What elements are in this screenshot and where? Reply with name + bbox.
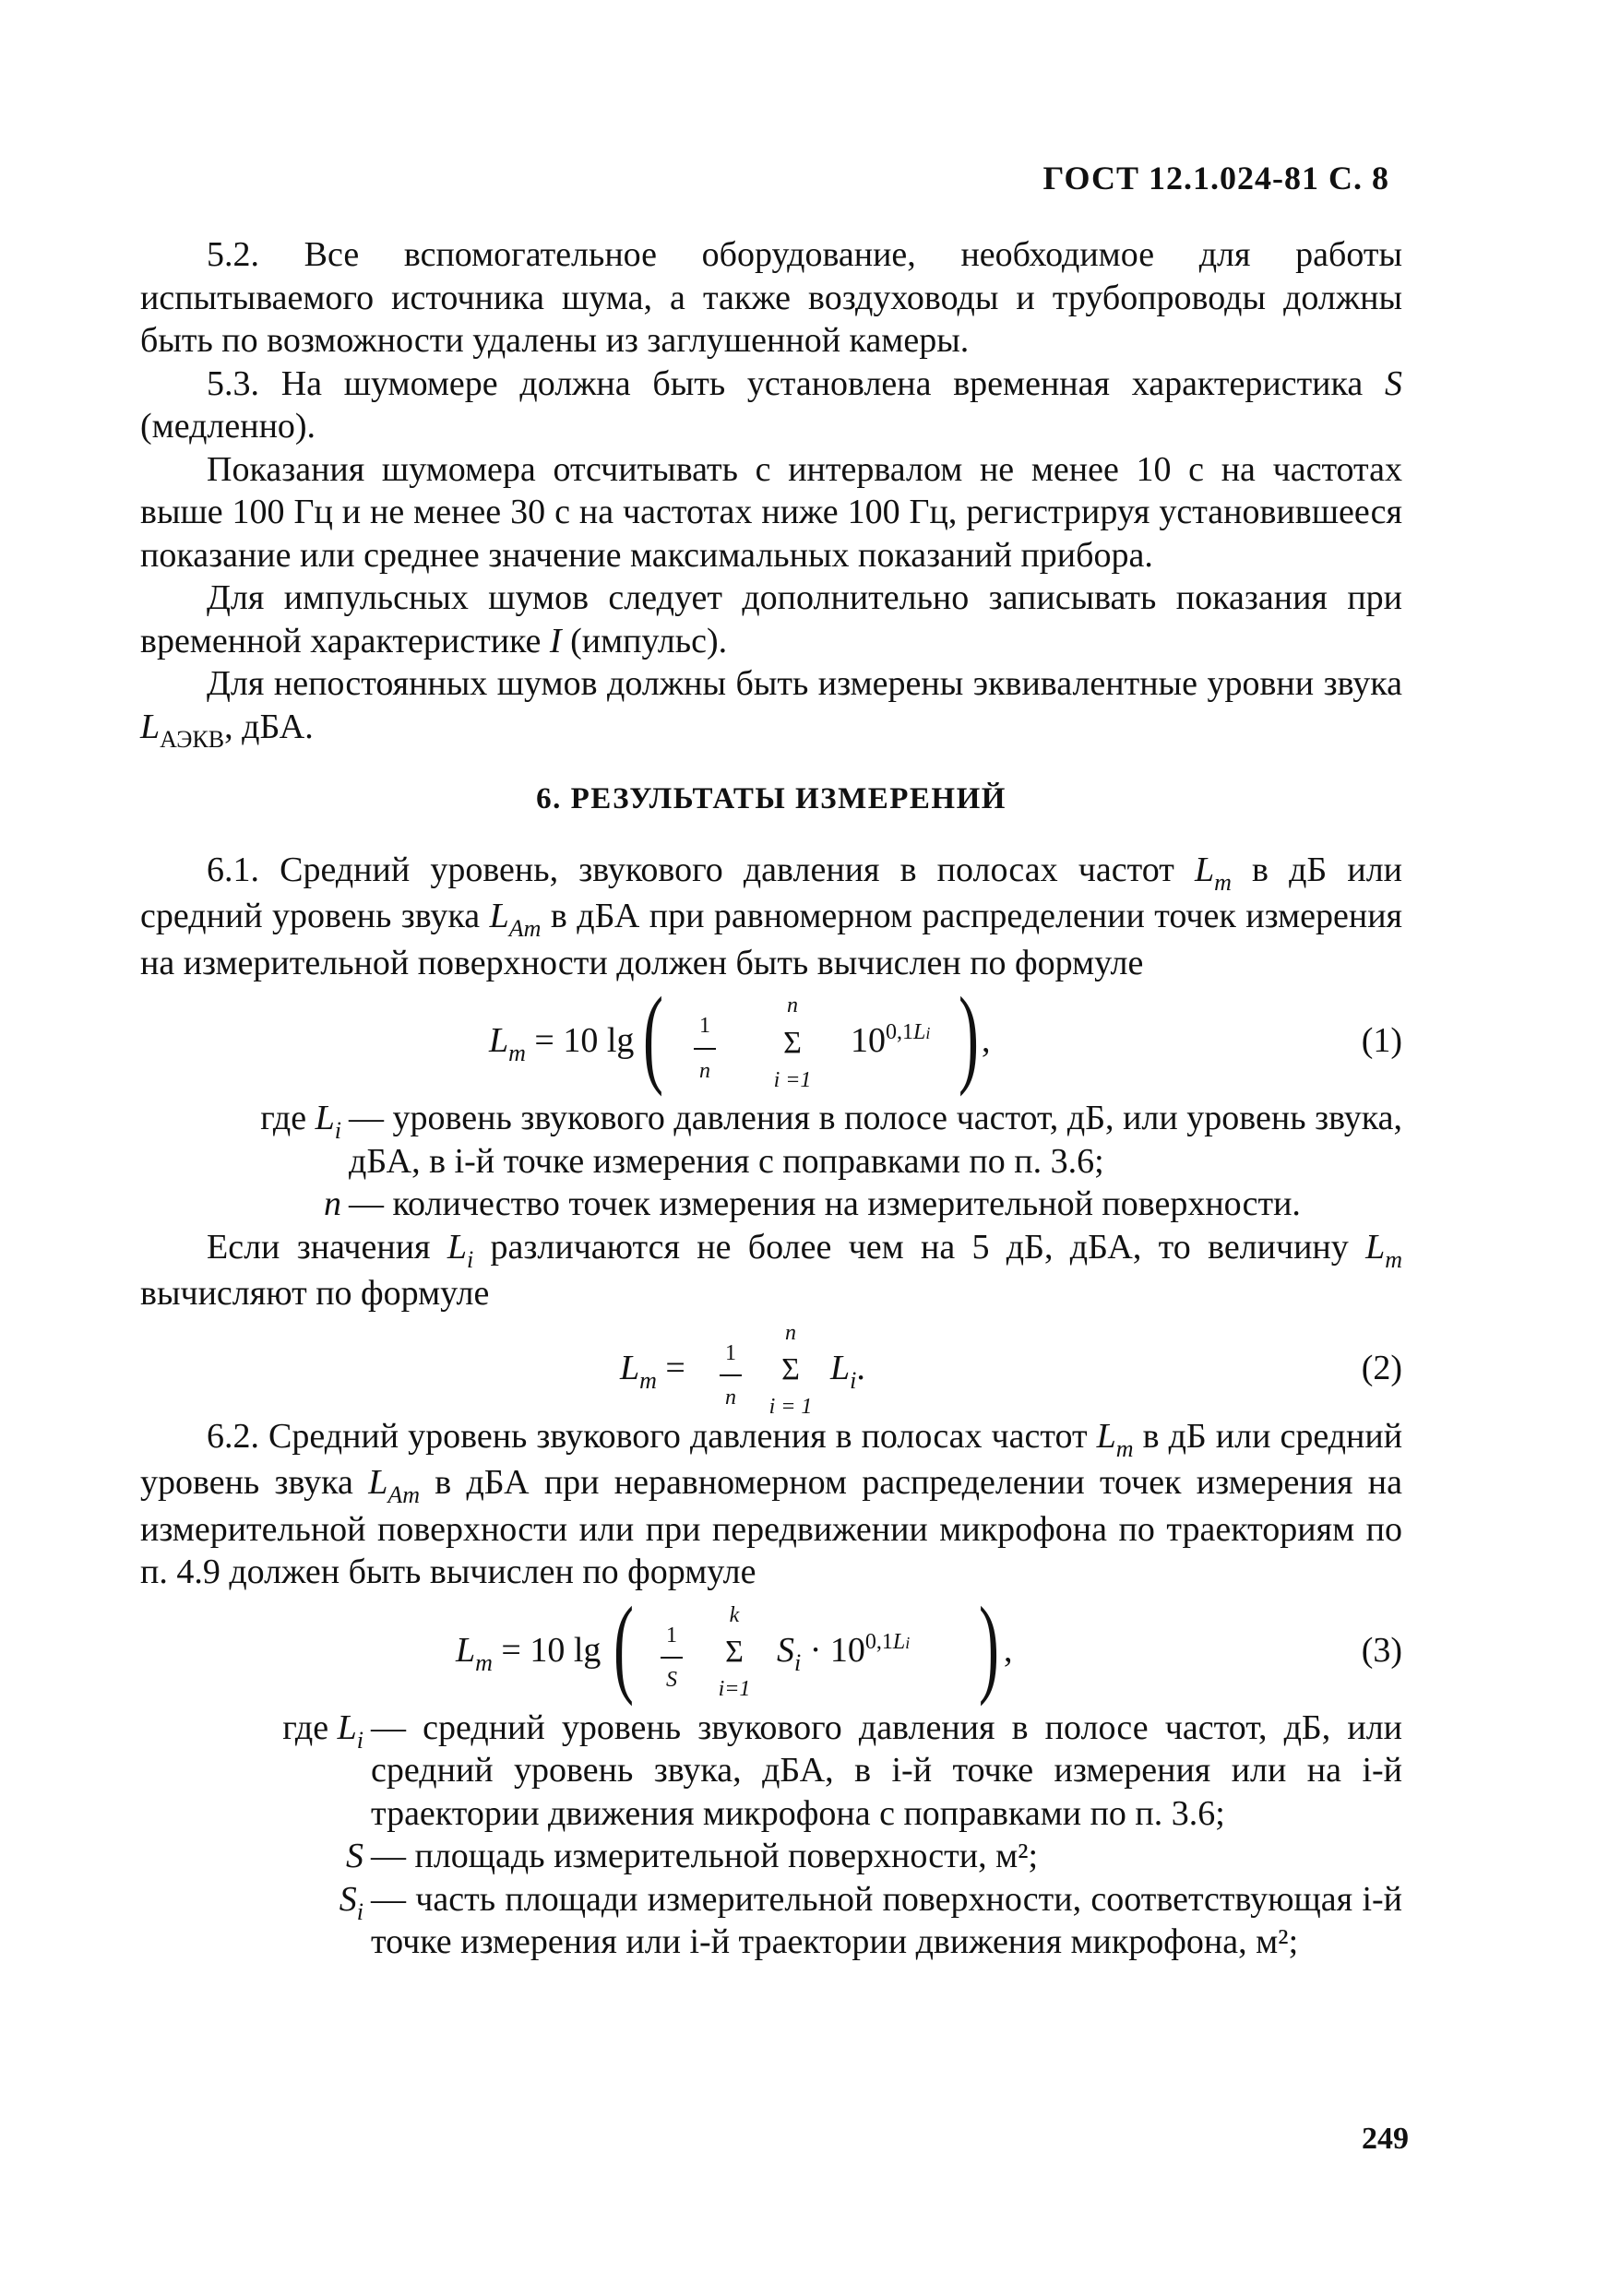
page-header	[1043, 159, 1389, 197]
paragraph-5-2: 5.2. Все вспомогательное оборудование, необходимое для работы испытываемого источника шума, а также воздуховоды и трубопроводы должны быть по возможности удалены из заглушенной камеры.	[140, 235, 1402, 360]
definitions-2	[140, 1707, 1402, 1964]
paragraph-5-3: 5.3. На шумомере должна быть установлена временная характеристика S (медленно).	[140, 363, 1402, 446]
formula-3: $L_m = 10$ lg ( $\frac{1}{S}$ k Σ i=1 $S_i \cdot 10^{0,1Li}$ ) , (3)	[456, 1583, 1402, 1707]
paragraph-if-values: Если значения $L_i$ различаются не более чем на 5 дБ, дБА, то величину $L_m$ вычисляют по формуле	[140, 1227, 1402, 1313]
formula-2: $L_m$ = $\frac{1}{n}$ n Σ i = 1 $L_i$. (2)	[620, 1320, 1402, 1419]
definition-si: $S_i$ — часть площади измерительной поверхности, соответствующая i-й точке измерения или i-й траектории движения микрофона, м²;	[339, 1879, 1402, 1961]
formula-1: $L_m = 10$ lg ( $\frac{1}{n}$ n Σ i =1 $10^{0,1Li}$ ) , (1)	[489, 974, 1402, 1097]
definition-li: где $L_i$ — уровень звукового давления в полосе частот, дБ, или уровень звука, дБА, в i-й точке измерения с поправками по п. 3.6;	[260, 1099, 1402, 1181]
definition-li-2: где $L_i$ — средний уровень звукового давления в полосе частот, дБ, или средний уровень звука, дБА, в i-й точке измерения или на i-й траектории движения микрофона с поправками по п. 3.6;	[282, 1707, 1402, 1833]
definition-s: S — площадь измерительной поверхности, м²;	[346, 1837, 1039, 1875]
paragraph-nonconstant: Для непостоянных шумов должны быть измерены эквивалентные уровни звука $L_{АЭКВ}$, дБА.	[140, 664, 1402, 753]
equation-number-1: (1)	[1361, 1021, 1402, 1060]
definitions-1	[140, 1097, 1402, 1226]
page-label: С. 8	[1328, 160, 1389, 196]
paragraph-impulse: Для импульсных шумов следует дополнительно записывать показания при временной характеристике I (импульс).	[140, 578, 1402, 660]
equation-number-3: (3)	[1361, 1630, 1402, 1670]
page-number: 249	[1362, 2122, 1409, 2156]
paragraph-6-1: 6.1. Средний уровень, звукового давления в полосах частот $L_m$ в дБ или средний уровень звука $L_{Am}$ в дБА при равномерном распределении точек измерения на измерительной поверхности должен быть вычислен по формуле	[140, 850, 1403, 982]
paragraph-readings: Показания шумомера отсчитывать с интервалом не менее 10 с на частотах выше 100 Гц и не менее 30 с на частотах ниже 100 Гц, регистрируя установившееся показание или среднее значение максимальных показаний прибора.	[140, 449, 1402, 575]
definition-n: n — количество точек измерения на измерительной поверхности.	[324, 1184, 1301, 1223]
section-heading: 6. РЕЗУЛЬТАТЫ ИЗМЕРЕНИЙ	[536, 782, 1007, 815]
paragraph-6-2: 6.2. Средний уровень звукового давления в полосах частот $L_m$ в дБ или средний уровень звука $L_{Am}$ в дБА при неравномерном распределении точек измерения на измерительной поверхности или при передвижении микрофона по траекториям по п. 4.9 должен быть вычислен по формуле	[140, 1416, 1403, 1591]
equation-number-2: (2)	[1361, 1348, 1402, 1387]
standard-code: ГОСТ 12.1.024-81	[1042, 160, 1319, 196]
body-text	[140, 233, 1402, 1964]
